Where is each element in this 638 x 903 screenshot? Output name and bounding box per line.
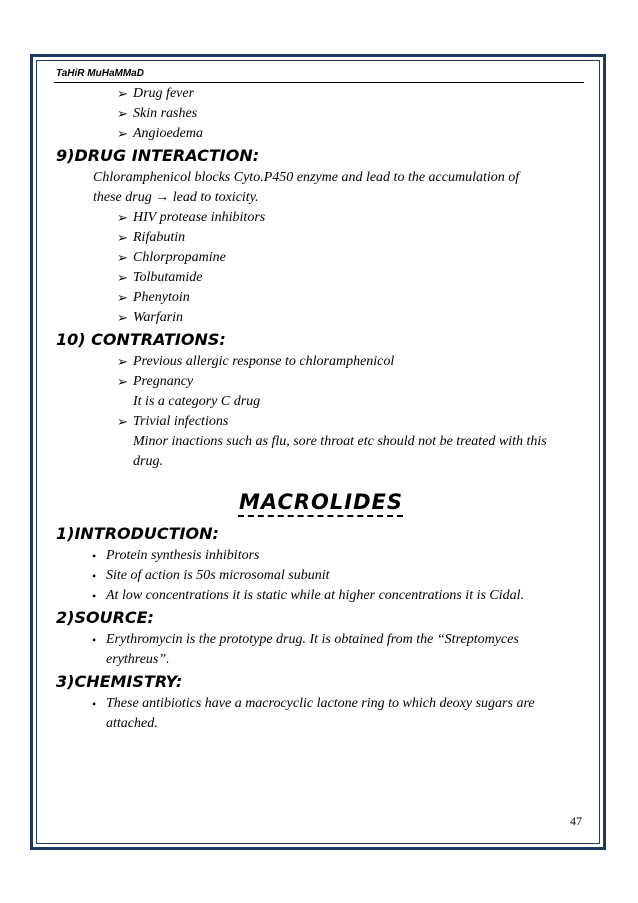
section-heading: 3)CHEMISTRY: bbox=[56, 672, 183, 691]
list-item: ➢ HIV protease inhibitors bbox=[117, 208, 586, 228]
arrow-bullet-icon: ➢ bbox=[117, 126, 128, 141]
title-container bbox=[56, 490, 586, 514]
bullet-icon: • bbox=[92, 589, 97, 603]
list-item: • Protein synthesis inhibitors bbox=[92, 546, 586, 566]
arrow-bullet-icon: ➢ bbox=[117, 86, 128, 101]
bullet-icon: • bbox=[92, 569, 97, 583]
list-item: ➢ Skin rashes bbox=[117, 104, 586, 124]
list-item: ➢ Drug fever bbox=[117, 84, 586, 104]
arrow-bullet-icon: ➢ bbox=[117, 354, 128, 369]
list-item: ➢ Phenytoin bbox=[117, 288, 586, 308]
list-item: ➢ Pregnancy bbox=[117, 372, 586, 392]
arrow-bullet-icon: ➢ bbox=[117, 290, 128, 305]
section-heading: 10) CONTRATIONS: bbox=[56, 330, 226, 349]
arrow-bullet-icon: ➢ bbox=[117, 414, 128, 429]
list-item-detail: It is a category C drug bbox=[133, 394, 261, 409]
section-heading: 2)SOURCE: bbox=[56, 608, 154, 627]
bullet-icon: • bbox=[92, 633, 97, 647]
arrow-bullet-icon: ➢ bbox=[117, 270, 128, 285]
list-item: ➢ Tolbutamide bbox=[117, 268, 586, 288]
list-item: ➢ Previous allergic response to chloramphenicol bbox=[117, 352, 586, 372]
arrow-bullet-icon: ➢ bbox=[117, 310, 128, 325]
list-item: ➢ Rifabutin bbox=[117, 228, 586, 248]
page-number: 47 bbox=[570, 814, 582, 828]
list-item: • Site of action is 50s microsomal subunit bbox=[92, 566, 586, 586]
section-heading: 9)DRUG INTERACTION: bbox=[56, 146, 260, 165]
list-item: ➢ Angioedema bbox=[117, 124, 586, 144]
arrow-bullet-icon: ➢ bbox=[117, 106, 128, 121]
arrow-bullet-icon: ➢ bbox=[117, 374, 128, 389]
paragraph-line: these drug → lead to toxicity. bbox=[93, 190, 259, 205]
chapter-title: MACROLIDES bbox=[238, 490, 404, 514]
list-item-detail: drug. bbox=[133, 454, 163, 469]
list-item-continuation: attached. bbox=[106, 716, 158, 731]
paragraph-line: Chloramphenicol blocks Cyto.P450 enzyme and lead to the accumulation of bbox=[93, 170, 520, 185]
header-rule bbox=[54, 82, 584, 83]
list-item: • At low concentrations it is static while at higher concentrations it is Cidal. bbox=[92, 586, 586, 606]
list-item: • These antibiotics have a macrocyclic lactone ring to which deoxy sugars are bbox=[92, 694, 586, 714]
arrow-bullet-icon: ➢ bbox=[117, 210, 128, 225]
list-item: ➢ Chlorpropamine bbox=[117, 248, 586, 268]
arrow-bullet-icon: ➢ bbox=[117, 230, 128, 245]
list-item-continuation: erythreus”. bbox=[106, 652, 170, 667]
list-item: ➢ Warfarin bbox=[117, 308, 586, 328]
bullet-icon: • bbox=[92, 549, 97, 563]
header-author: TaHiR MuHaMMaD bbox=[56, 68, 144, 79]
list-item: ➢ Trivial infections bbox=[117, 412, 586, 432]
bullet-icon: • bbox=[92, 697, 97, 711]
section-heading: 1)INTRODUCTION: bbox=[56, 524, 219, 543]
list-item-detail: Minor inactions such as flu, sore throat etc should not be treated with this bbox=[133, 434, 547, 449]
page-content bbox=[56, 84, 586, 734]
list-item: • Erythromycin is the prototype drug. It is obtained from the “Streptomyces bbox=[92, 630, 586, 650]
arrow-bullet-icon: ➢ bbox=[117, 250, 128, 265]
